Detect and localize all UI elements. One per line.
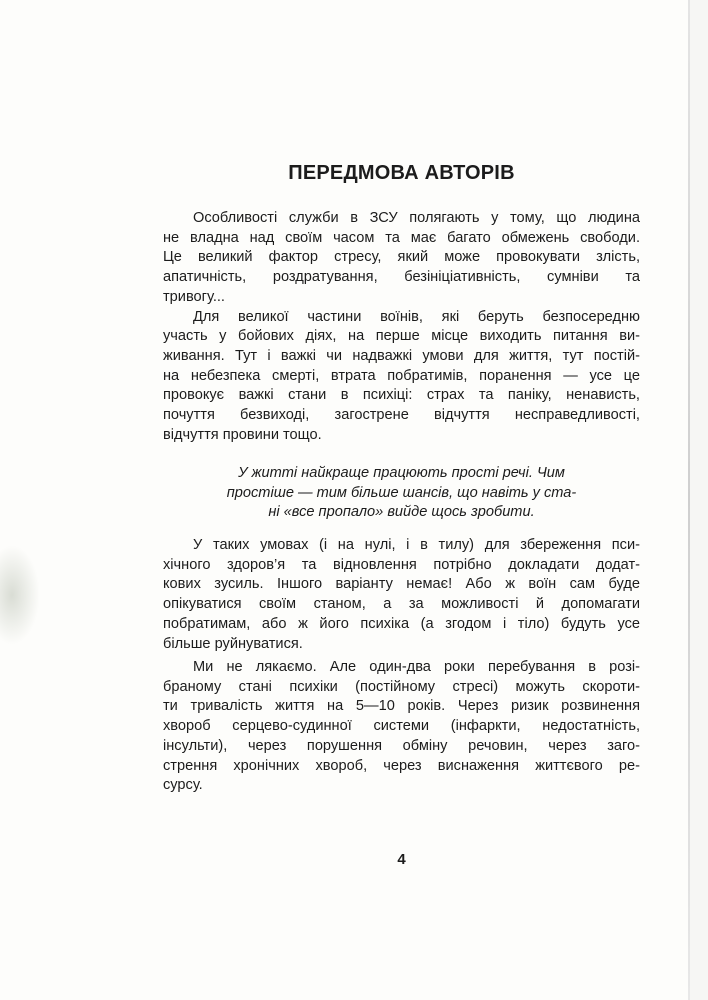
page-title: ПЕРЕДМОВА АВТОРІВ (288, 162, 515, 184)
paragraph-2-line: провокує важкі стани в психіці: страх та паніку, ненависть, (163, 387, 640, 404)
paragraph-1-line: не владна над своїм часом та має багато обмежень свободи. (163, 229, 640, 246)
paragraph-4-line: браному стані психіки (постійному стресі) можуть скороти- (163, 678, 640, 695)
paragraph-3-line: кових зусиль. Іншого варіанту немає! Або ж воїн сам буде (163, 576, 640, 593)
scan-smudge (0, 545, 40, 645)
quote-line: простіше — тим більше шансів, що навіть у ста- (226, 484, 577, 501)
paragraph-4-line: хвороб серцево-судинної системи (інфаркти, недостатність, (163, 718, 640, 735)
paragraph-2-line: участь у бойових діях, на перше місце виходить питання ви- (163, 328, 640, 345)
paragraph-4-line: Ми не лякаємо. Але один-два роки перебування в розі- (193, 659, 640, 675)
paragraph-4-line: інсульти), через порушення обміну речовин, через заго- (163, 737, 640, 754)
quote-line: ні «все пропало» вийде щось зробити. (268, 504, 535, 520)
paragraph-2-line: почуття безвиході, загострене відчуття несправедливості, (163, 407, 640, 423)
paragraph-3-line: хічного здоров’я та відновлення потрібно докладати додат- (163, 556, 640, 573)
paragraph-4-line: сурсу. (163, 777, 203, 794)
paragraph-3-line: побратимам, або ж його психіка (а згодом і тіло) будуть усе (163, 615, 640, 632)
paragraph-4-line: стрення хронічних хвороб, через виснаження життєвого ре- (163, 757, 640, 774)
paragraph-1-line: Особливості служби в ЗСУ полягають у тому, що людина (193, 210, 640, 226)
quote-line: У житті найкраще працюють прості речі. Чим (238, 465, 565, 481)
paragraph-1-line: апатичність, роздратування, безініціативність, сумніви та (163, 269, 640, 286)
paragraph-1-line: Це великий фактор стресу, який може провокувати злість, (163, 249, 640, 266)
paragraph-2-line: живання. Тут і важкі чи надважкі умови для життя, тут постій- (163, 347, 640, 364)
paragraph-4-line: ти тривалість життя на 5—10 років. Через ризик розвинення (163, 698, 640, 715)
paragraph-1-line: тривогу... (163, 288, 225, 305)
paragraph-3-line: У таких умовах (і на нулі, і в тилу) для збереження пси- (193, 537, 640, 553)
paragraph-2-line: на небезпека смерті, втрата побратимів, поранення — усе це (163, 367, 640, 384)
paragraph-2-line: Для великої частини воїнів, які беруть безпосередню (193, 308, 640, 325)
page-edge-line (688, 0, 690, 1000)
paragraph-2-line: відчуття провини тощо. (163, 426, 322, 443)
paragraph-3-line: більше руйнуватися. (163, 635, 303, 652)
page-edge-shadow (690, 0, 708, 1000)
page-number: 4 (397, 851, 406, 868)
paragraph-3-line: опікуватися своїм станом, а за можливості й допомагати (163, 596, 640, 613)
